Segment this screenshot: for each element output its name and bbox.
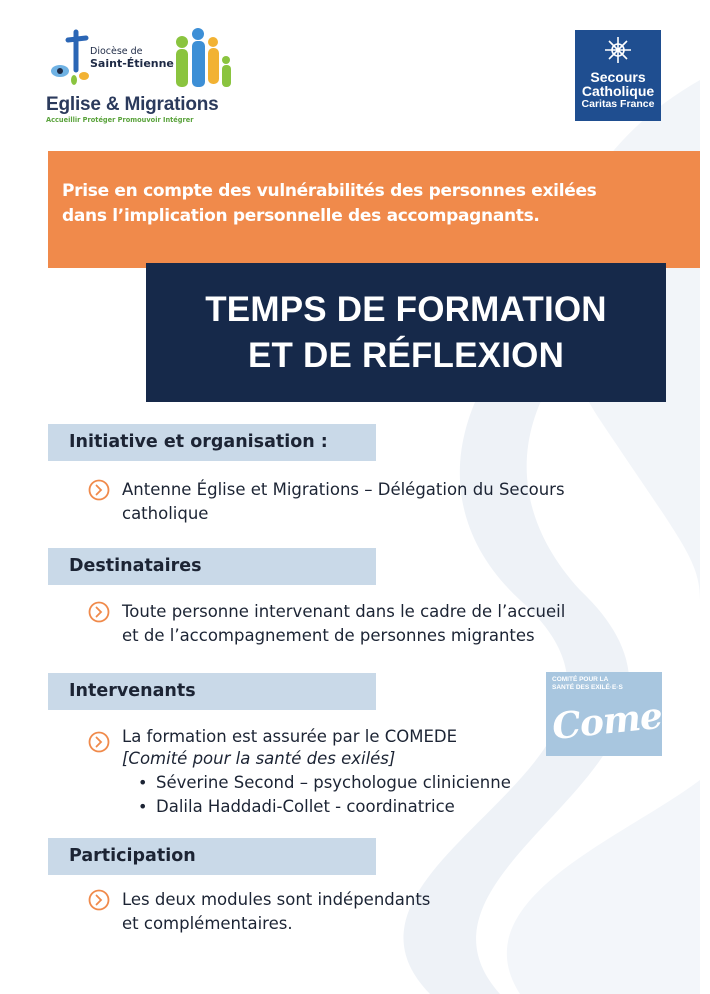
comede-tagline-line1: COMITÉ POUR LA [552, 676, 609, 683]
arrow-circle-icon [88, 889, 110, 911]
comede-tagline-line2: SANTÉ DES EXILÉ·E·S [552, 684, 623, 691]
bullet-intervenants-text [122, 726, 457, 770]
arrow-circle-icon [88, 479, 110, 501]
secours-line1: Secours [590, 69, 646, 85]
bullet-initiative-line1: Antenne Église et Migrations – Délégation du Secours [122, 480, 565, 499]
section-heading-destinataires [48, 548, 376, 585]
secours-line2: Catholique [581, 83, 655, 99]
section-heading-initiative [48, 424, 376, 461]
bullet-intervenants [88, 726, 528, 776]
list-bullet-dot: • [138, 773, 148, 792]
subtitle-banner [48, 151, 700, 268]
arrow-circle-icon [88, 601, 110, 623]
bullet-participation-line1: Les deux modules sont indépendants [122, 890, 431, 909]
cross-emblem-icon [603, 35, 633, 65]
list-bullet-dot: • [138, 797, 148, 816]
main-title-box [146, 263, 666, 402]
main-title-line2: ET DE RÉFLEXION [247, 336, 565, 375]
eglise-migrations-logo [46, 24, 236, 128]
subtitle-line2: dans l’implication personnelle des accompagnants. [62, 206, 540, 226]
section-heading-intervenants [48, 673, 376, 710]
bullet-initiative [88, 478, 678, 528]
main-title-line1: TEMPS DE FORMATION [205, 290, 607, 329]
list-item: Séverine Second – psychologue clinicienne [156, 773, 511, 792]
section-heading-initiative-text: Initiative et organisation : [69, 432, 328, 452]
diocese-line2: Saint-Étienne [90, 57, 174, 70]
bullet-intervenants-line2: [Comité pour la santé des exilés] [122, 749, 396, 768]
list-item: Dalila Haddadi-Collet - coordinatrice [156, 797, 455, 816]
bullet-destinataires-line2: et de l’accompagnement de personnes migrantes [122, 626, 535, 645]
bullet-destinataires-text [122, 600, 565, 648]
diocese-label [90, 46, 174, 70]
section-heading-intervenants-text: Intervenants [69, 681, 196, 701]
section-heading-destinataires-text: Destinataires [69, 556, 202, 576]
secours-catholique-logo [575, 30, 661, 121]
subtitle-line1: Prise en compte des vulnérabilités des personnes exilées [62, 181, 597, 201]
bullet-participation-line2: et complémentaires. [122, 914, 293, 933]
eglise-migrations-title: Eglise & Migrations [46, 94, 219, 115]
bullet-destinataires-line1: Toute personne intervenant dans le cadre de l’accueil [122, 602, 566, 621]
eglise-migrations-motto: Accueillir Protéger Promouvoir Intégrer [46, 116, 194, 124]
comede-tagline [552, 676, 623, 692]
bullet-participation [88, 888, 588, 938]
main-title [146, 287, 666, 379]
bullet-destinataires [88, 600, 688, 650]
section-heading-participation-text: Participation [69, 846, 196, 866]
comede-logo [546, 672, 710, 756]
intervenants-people-list [138, 771, 558, 821]
diocese-line1: Diocèse de [90, 46, 143, 57]
arrow-circle-icon [88, 731, 110, 753]
bullet-intervenants-line1: La formation est assurée par le COMEDE [122, 727, 458, 746]
bullet-initiative-line2: catholique [122, 504, 209, 523]
subtitle-text [62, 179, 692, 229]
bullet-participation-text [122, 888, 430, 936]
comede-wordmark: Comede [550, 689, 710, 749]
bullet-initiative-text [122, 478, 565, 526]
secours-line3: Caritas France [581, 98, 655, 110]
section-heading-participation [48, 838, 376, 875]
